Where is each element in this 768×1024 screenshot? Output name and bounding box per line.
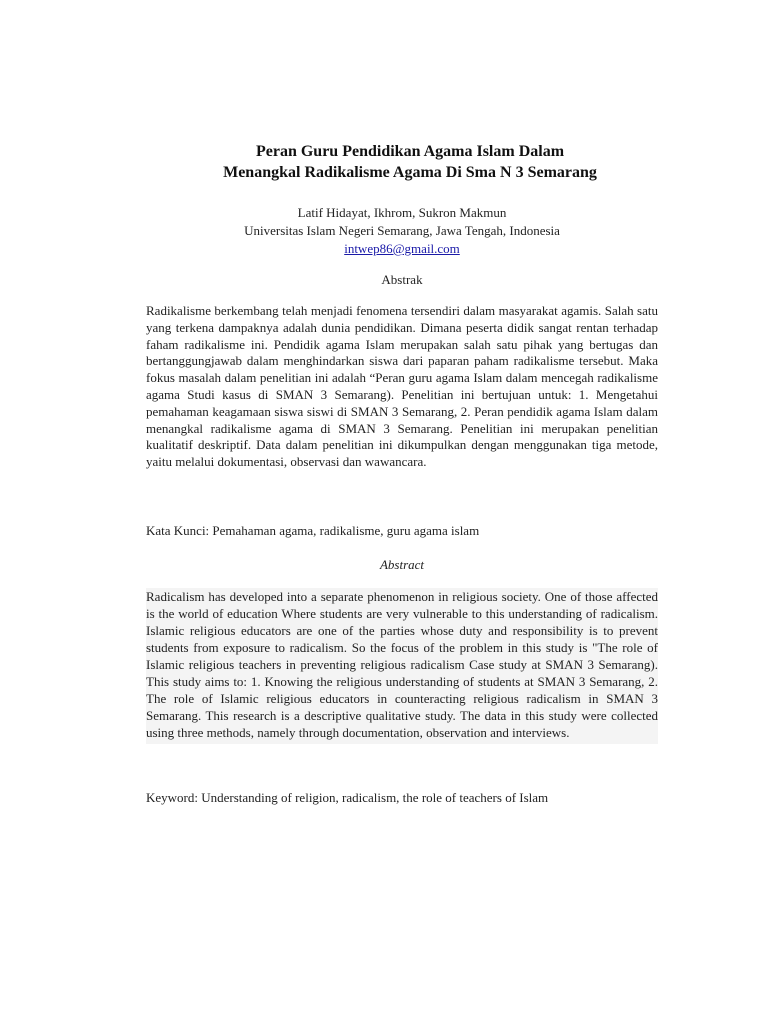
author-email-link[interactable]: intwep86@gmail.com: [344, 241, 460, 256]
abstrak-body: Radikalisme berkembang telah menjadi fenomena tersendiri dalam masyarakat agamis. Salah satu yang terkena dampaknya adalah dunia pendidikan. Dimana peserta didik sangat rentan terhadap faham radikalisme ini. Pendidik agama Islam merupakan salah satu pihak yang bertugas dan bertanggungjawab dalam menghindarkan siswa dari paparan paham radikalisme tersebut. Maka fokus masalah dalam penelitian ini adalah “Peran guru agama Islam dalam mencegah radikalisme agama Studi kasus di SMAN 3 Semarang). Penelitian ini bertujuan untuk: 1. Mengetahui pemahaman keagamaan siswa siswi di SMAN 3 Semarang, 2. Peran pendidik agama Islam dalam menangkal radikalisme agama di SMAN 3 Semarang. Penelitian ini merupakan penelitian kualitatif deskriptif. Data dalam penelitian ini dikumpulkan dengan menggunakan tiga metode, yaitu melalui dokumentasi, observasi dan wawancara.: [146, 303, 658, 470]
author-affiliation: Universitas Islam Negeri Semarang, Jawa Tengah, Indonesia: [244, 223, 560, 238]
abstract-keywords: Keyword: Understanding of religion, radicalism, the role of teachers of Islam: [146, 790, 549, 805]
paper-title-line-2: Menangkal Radikalisme Agama Di Sma N 3 Semarang: [223, 164, 597, 181]
author-names: Latif Hidayat, Ikhrom, Sukron Makmun: [297, 205, 507, 220]
abstract-body: Radicalism has developed into a separate phenomenon in religious society. One of those affected is the world of education Where students are very vulnerable to this understanding of radicalism. Islamic religious educators are one of the parties whose duty and responsibility is to prevent students from exposure to radicalism. So the focus of the problem in this study is "The role of Islamic religious teachers in preventing religious radicalism Case study at SMAN 3 Semarang). This study aims to: 1. Knowing the religious understanding of students at SMAN 3 Semarang, 2. The role of Islamic religious educators in counteracting religious radicalism in SMAN 3 Semarang. This research is a descriptive qualitative study. The data in this study were collected using three methods, namely through documentation, observation and interviews.: [146, 588, 658, 744]
abstract-heading: Abstract: [379, 557, 425, 572]
abstrak-keywords: Kata Kunci: Pemahaman agama, radikalisme, guru agama islam: [146, 523, 480, 538]
author-block: [0, 204, 768, 258]
abstrak-heading: Abstrak: [381, 272, 423, 287]
paper-title: [0, 141, 768, 183]
paper-title-line-1: Peran Guru Pendidikan Agama Islam Dalam: [255, 143, 565, 160]
